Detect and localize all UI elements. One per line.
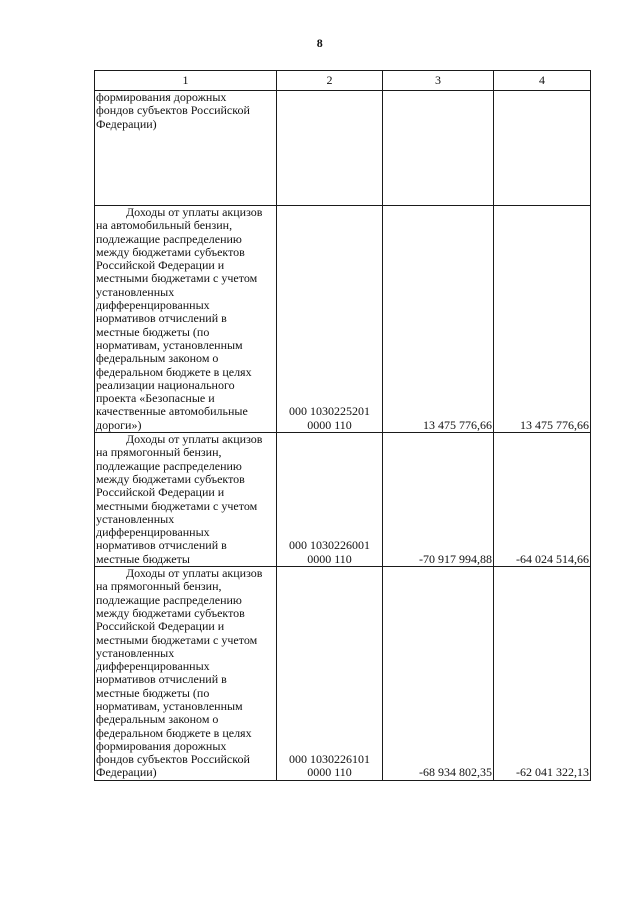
amount-column-4: -62 041 322,13: [494, 567, 591, 781]
column-header-1: 1: [95, 71, 277, 91]
amount-column-3: -70 917 994,88: [383, 433, 494, 567]
budget-classification-code: 000 1030226001 0000 110: [277, 433, 383, 567]
table-row: [95, 567, 591, 781]
amount-column-4: [494, 91, 591, 206]
revenue-name-text: Доходы от уплаты акцизов на автомобильный бензин, подлежащие распределению между бюджетами субъектов Российской Федерации и местными бюджетами с учетом установленных дифференцированных нормативов отчислений в местные бюджеты (по нормативам, установленным федеральным законом о федеральном бюджете в целях реализации национального проекта «Безопасные и качественные автомобильные дороги»): [96, 205, 263, 432]
column-header-2: 2: [277, 71, 383, 91]
table-row: [95, 433, 591, 567]
amount-column-4: 13 475 776,66: [494, 206, 591, 433]
amount-column-3: [383, 91, 494, 206]
revenue-name: [95, 206, 277, 433]
budget-classification-code: 000 1030226101 0000 110: [277, 567, 383, 781]
column-header-3: 3: [383, 71, 494, 91]
revenue-name: [95, 433, 277, 567]
revenue-name-text: Доходы от уплаты акцизов на прямогонный бензин, подлежащие распределению между бюджетами субъектов Российской Федерации и местными бюджетами с учетом установленных дифференцированных нормативов отчислений в местные бюджеты: [96, 432, 263, 566]
amount-column-3: -68 934 802,35: [383, 567, 494, 781]
table-header-row: [95, 71, 591, 91]
table-row: [95, 206, 591, 433]
amount-column-4: -64 024 514,66: [494, 433, 591, 567]
revenue-name: [95, 567, 277, 781]
budget-classification-code: 000 1030225201 0000 110: [277, 206, 383, 433]
table-row: [95, 91, 591, 206]
revenue-name: формирования дорожных фондов субъектов Российской Федерации): [95, 91, 277, 206]
budget-revenue-table: [94, 70, 591, 781]
column-header-4: 4: [494, 71, 591, 91]
revenue-name-text: Доходы от уплаты акцизов на прямогонный бензин, подлежащие распределению между бюджетами субъектов Российской Федерации и местными бюджетами с учетом установленных дифференцированных нормативов отчислений в местные бюджеты (по нормативам, установленным федеральным законом о федеральном бюджете в целях формирования дорожных фондов субъектов Российской Федерации): [96, 566, 263, 780]
amount-column-3: 13 475 776,66: [383, 206, 494, 433]
budget-classification-code: [277, 91, 383, 206]
page-number: 8: [316, 36, 324, 50]
